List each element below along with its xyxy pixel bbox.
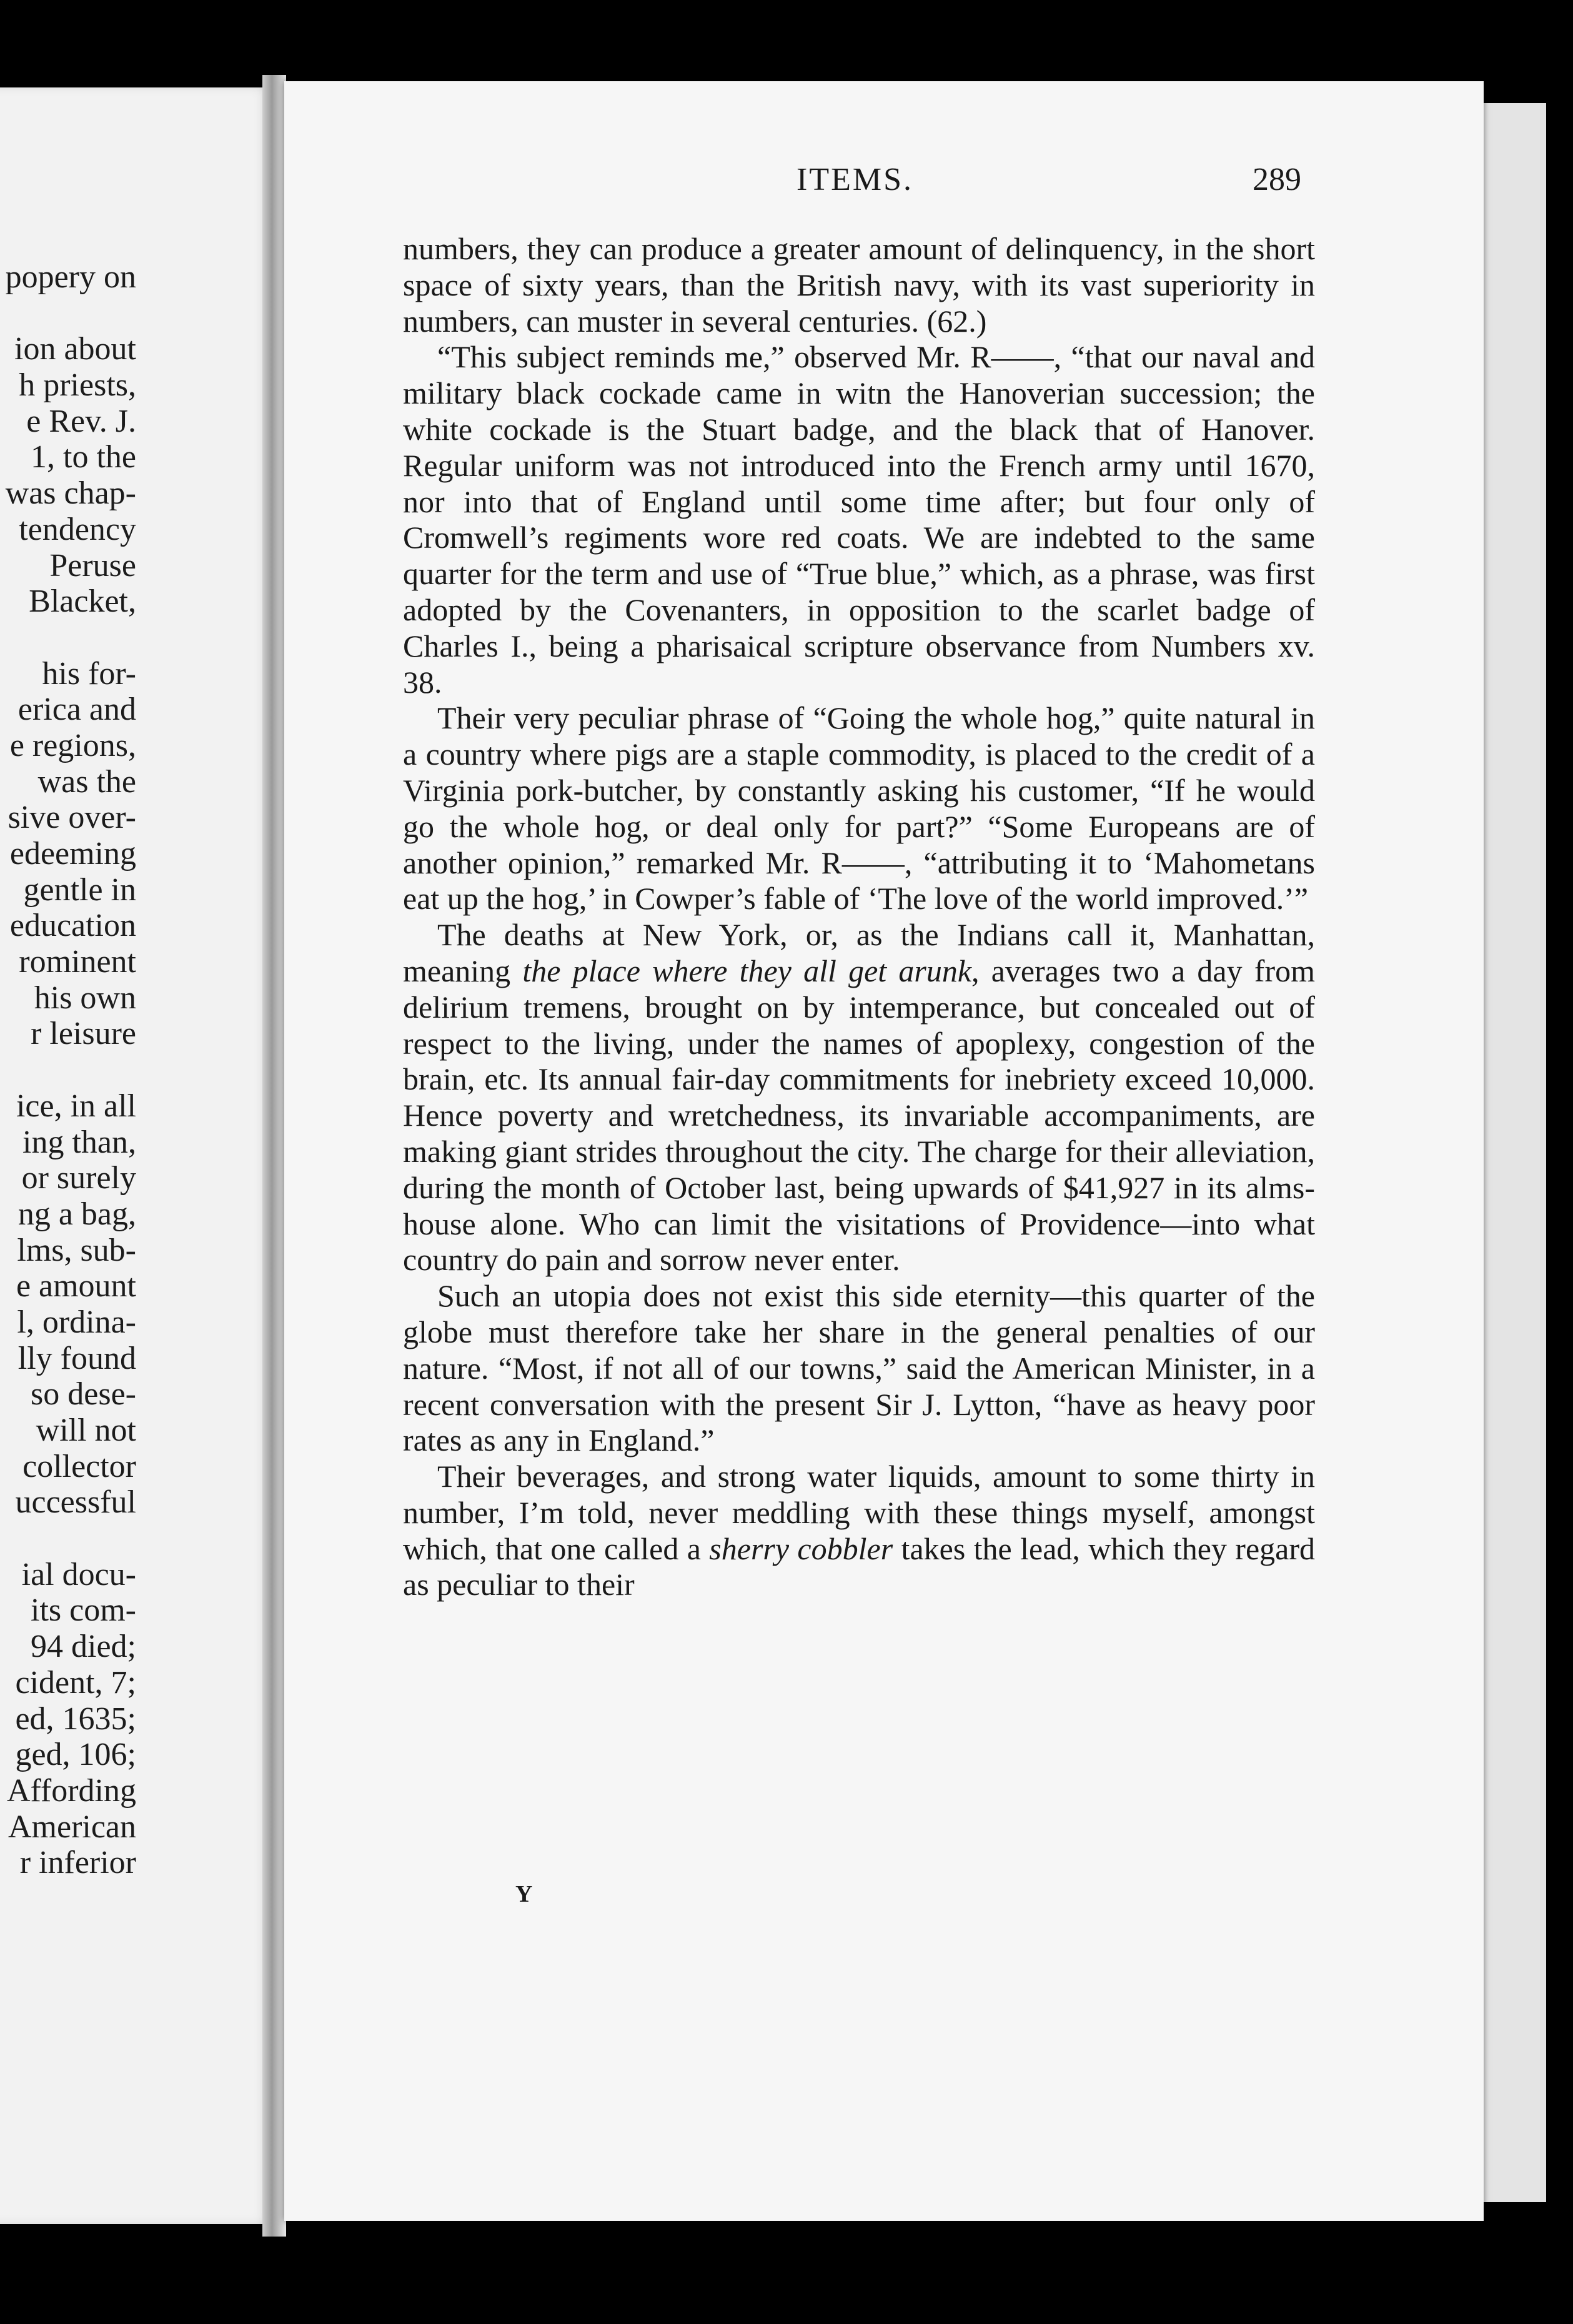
left-page-line: sive over- xyxy=(7,800,136,836)
left-page-line: gentle in xyxy=(23,872,136,908)
left-page-line: 1, to the xyxy=(31,439,136,475)
left-page-line: popery on xyxy=(5,259,136,295)
left-page-line: ng a bag, xyxy=(17,1196,136,1232)
paragraph-4-text-a: The deaths at New York, or, as the Indians call it, Manhattan, meaning xyxy=(403,917,1315,988)
left-page-line: ion about xyxy=(14,331,136,367)
left-page-line: e Rev. J. xyxy=(26,403,136,439)
paragraph-6-text-a: Their beverages, and strong water liquids, amount to some thirty in number, I’m told, never meddling with these things myself, amongst which, that one called a xyxy=(403,1459,1315,1566)
page-number: 289 xyxy=(1253,162,1301,197)
left-page-line xyxy=(0,295,136,332)
left-page-line: e regions, xyxy=(9,727,136,763)
left-page-line: ing than, xyxy=(22,1124,136,1160)
left-page-line: will not xyxy=(36,1413,136,1448)
left-page-line: was chap- xyxy=(5,475,136,512)
left-page-line: r leisure xyxy=(31,1016,136,1052)
paragraph-6-italic: sherry cobbler xyxy=(709,1531,893,1566)
left-page-line: so dese- xyxy=(31,1376,136,1413)
left-page-line: Peruse xyxy=(49,547,136,583)
left-page-line: collector xyxy=(22,1448,136,1484)
left-page-line: tendency xyxy=(19,511,136,547)
paragraph-1: numbers, they can produce a greater amount of delinquency, in the short space of sixty years, than the British navy, with its vast superiority in numbers, can muster in several centuries. (62.) xyxy=(403,231,1315,339)
left-page-line xyxy=(0,1052,136,1088)
right-page xyxy=(284,81,1484,2221)
left-page-line: Affording xyxy=(6,1772,136,1809)
left-page-line xyxy=(0,1521,136,1557)
left-page-line: edeeming xyxy=(9,836,136,872)
left-page xyxy=(0,87,274,2224)
paragraph-3: Their very peculiar phrase of “Going the whole hog,” quite natural in a country where pigs are a staple commodity, is placed to the credit of a Virginia pork-butcher, by constantly asking his customer, “If he would go the whole hog, or deal only for part?” “Some Europeans are of another opinion,” remarked Mr. R——, “attributing it to ‘Mahometans eat up the hog,’ in Cowper’s fable of ‘The love of the world improved.’” xyxy=(403,700,1315,916)
paragraph-2: “This subject reminds me,” observed Mr. R——, “that our naval and military black cockade came in witn the Hanoverian succession; the white cockade is the Stuart badge, and the black that of Hanover. Regular uniform was not introduced into the French army until 1670, nor into that of England until some time after; but four only of Cromwell’s regiments wore red coats. We are indebted to the same quarter for the term and use of “True blue,” which, as a phrase, was first adopted by the Covenanters, in opposition to the scarlet badge of Charles I., being a pharisaical scripture observance from Numbers xv. 38. xyxy=(403,339,1315,700)
left-page-line: its com- xyxy=(31,1592,136,1629)
left-page-text xyxy=(0,259,136,1881)
left-page-line: ice, in all xyxy=(16,1088,136,1124)
left-page-line: American xyxy=(7,1809,136,1845)
left-page-line: ed, 1635; xyxy=(15,1701,136,1737)
paragraph-4-italic: the place where they all get arunk xyxy=(522,953,972,988)
left-page-line: uccessful xyxy=(15,1484,136,1521)
book-spine xyxy=(262,75,286,2237)
paragraph-6 xyxy=(403,1459,1315,1603)
left-page-line xyxy=(0,620,136,656)
running-title: ITEMS. xyxy=(796,162,913,197)
left-page-line: cident, 7; xyxy=(15,1664,136,1701)
body-text xyxy=(403,231,1315,1603)
left-page-line: his own xyxy=(34,980,136,1016)
left-page-line: 94 died; xyxy=(31,1629,136,1665)
left-page-line: rominent xyxy=(19,944,136,980)
left-page-line: e amount xyxy=(16,1268,136,1304)
paragraph-5: Such an utopia does not exist this side eternity—this quarter of the globe must therefore take her share in the general penalties of our nature. “Most, if not all of our towns,” said the American Minister, in a recent conversation with the present Sir J. Lytton, “have as heavy poor rates as any in England.” xyxy=(403,1278,1315,1458)
left-page-line: erica and xyxy=(17,692,136,728)
left-page-line: h priests, xyxy=(19,367,136,404)
left-page-line: lly found xyxy=(17,1340,136,1376)
left-page-line: lms, sub- xyxy=(17,1232,136,1268)
left-page-line: was the xyxy=(37,763,136,800)
signature-mark: Y xyxy=(515,1881,533,1907)
left-page-line: ged, 106; xyxy=(15,1737,136,1773)
left-page-line: or surely xyxy=(21,1160,136,1196)
left-page-line: Blacket, xyxy=(29,583,136,620)
left-page-line: his for- xyxy=(42,655,136,692)
paragraph-4 xyxy=(403,917,1315,1278)
running-head xyxy=(284,161,1484,205)
left-page-line: ial docu- xyxy=(21,1556,136,1592)
left-page-line: education xyxy=(9,908,136,944)
paragraph-6-text-b: takes the lead, which they regard as peculiar to their xyxy=(403,1531,1315,1602)
left-page-line: l, ordina- xyxy=(17,1304,136,1340)
left-page-line: r inferior xyxy=(19,1845,136,1881)
page-edges xyxy=(1484,103,1546,2202)
paragraph-4-text-b: , averages two a day from delirium tremens, brought on by intemperance, but concealed out of respect to the living, under the names of apoplexy, congestion of the brain, etc. Its annual fair-day commitments for inebriety exceed 10,000. Hence poverty and wretchedness, its invariable accompaniments, are making giant strides throughout the city. The charge for their alleviation, during the month of October last, being upwards of $41,927 in its alms-house alone. Who can limit the visitations of Providence—into what country do pain and sorrow never enter. xyxy=(403,953,1315,1278)
